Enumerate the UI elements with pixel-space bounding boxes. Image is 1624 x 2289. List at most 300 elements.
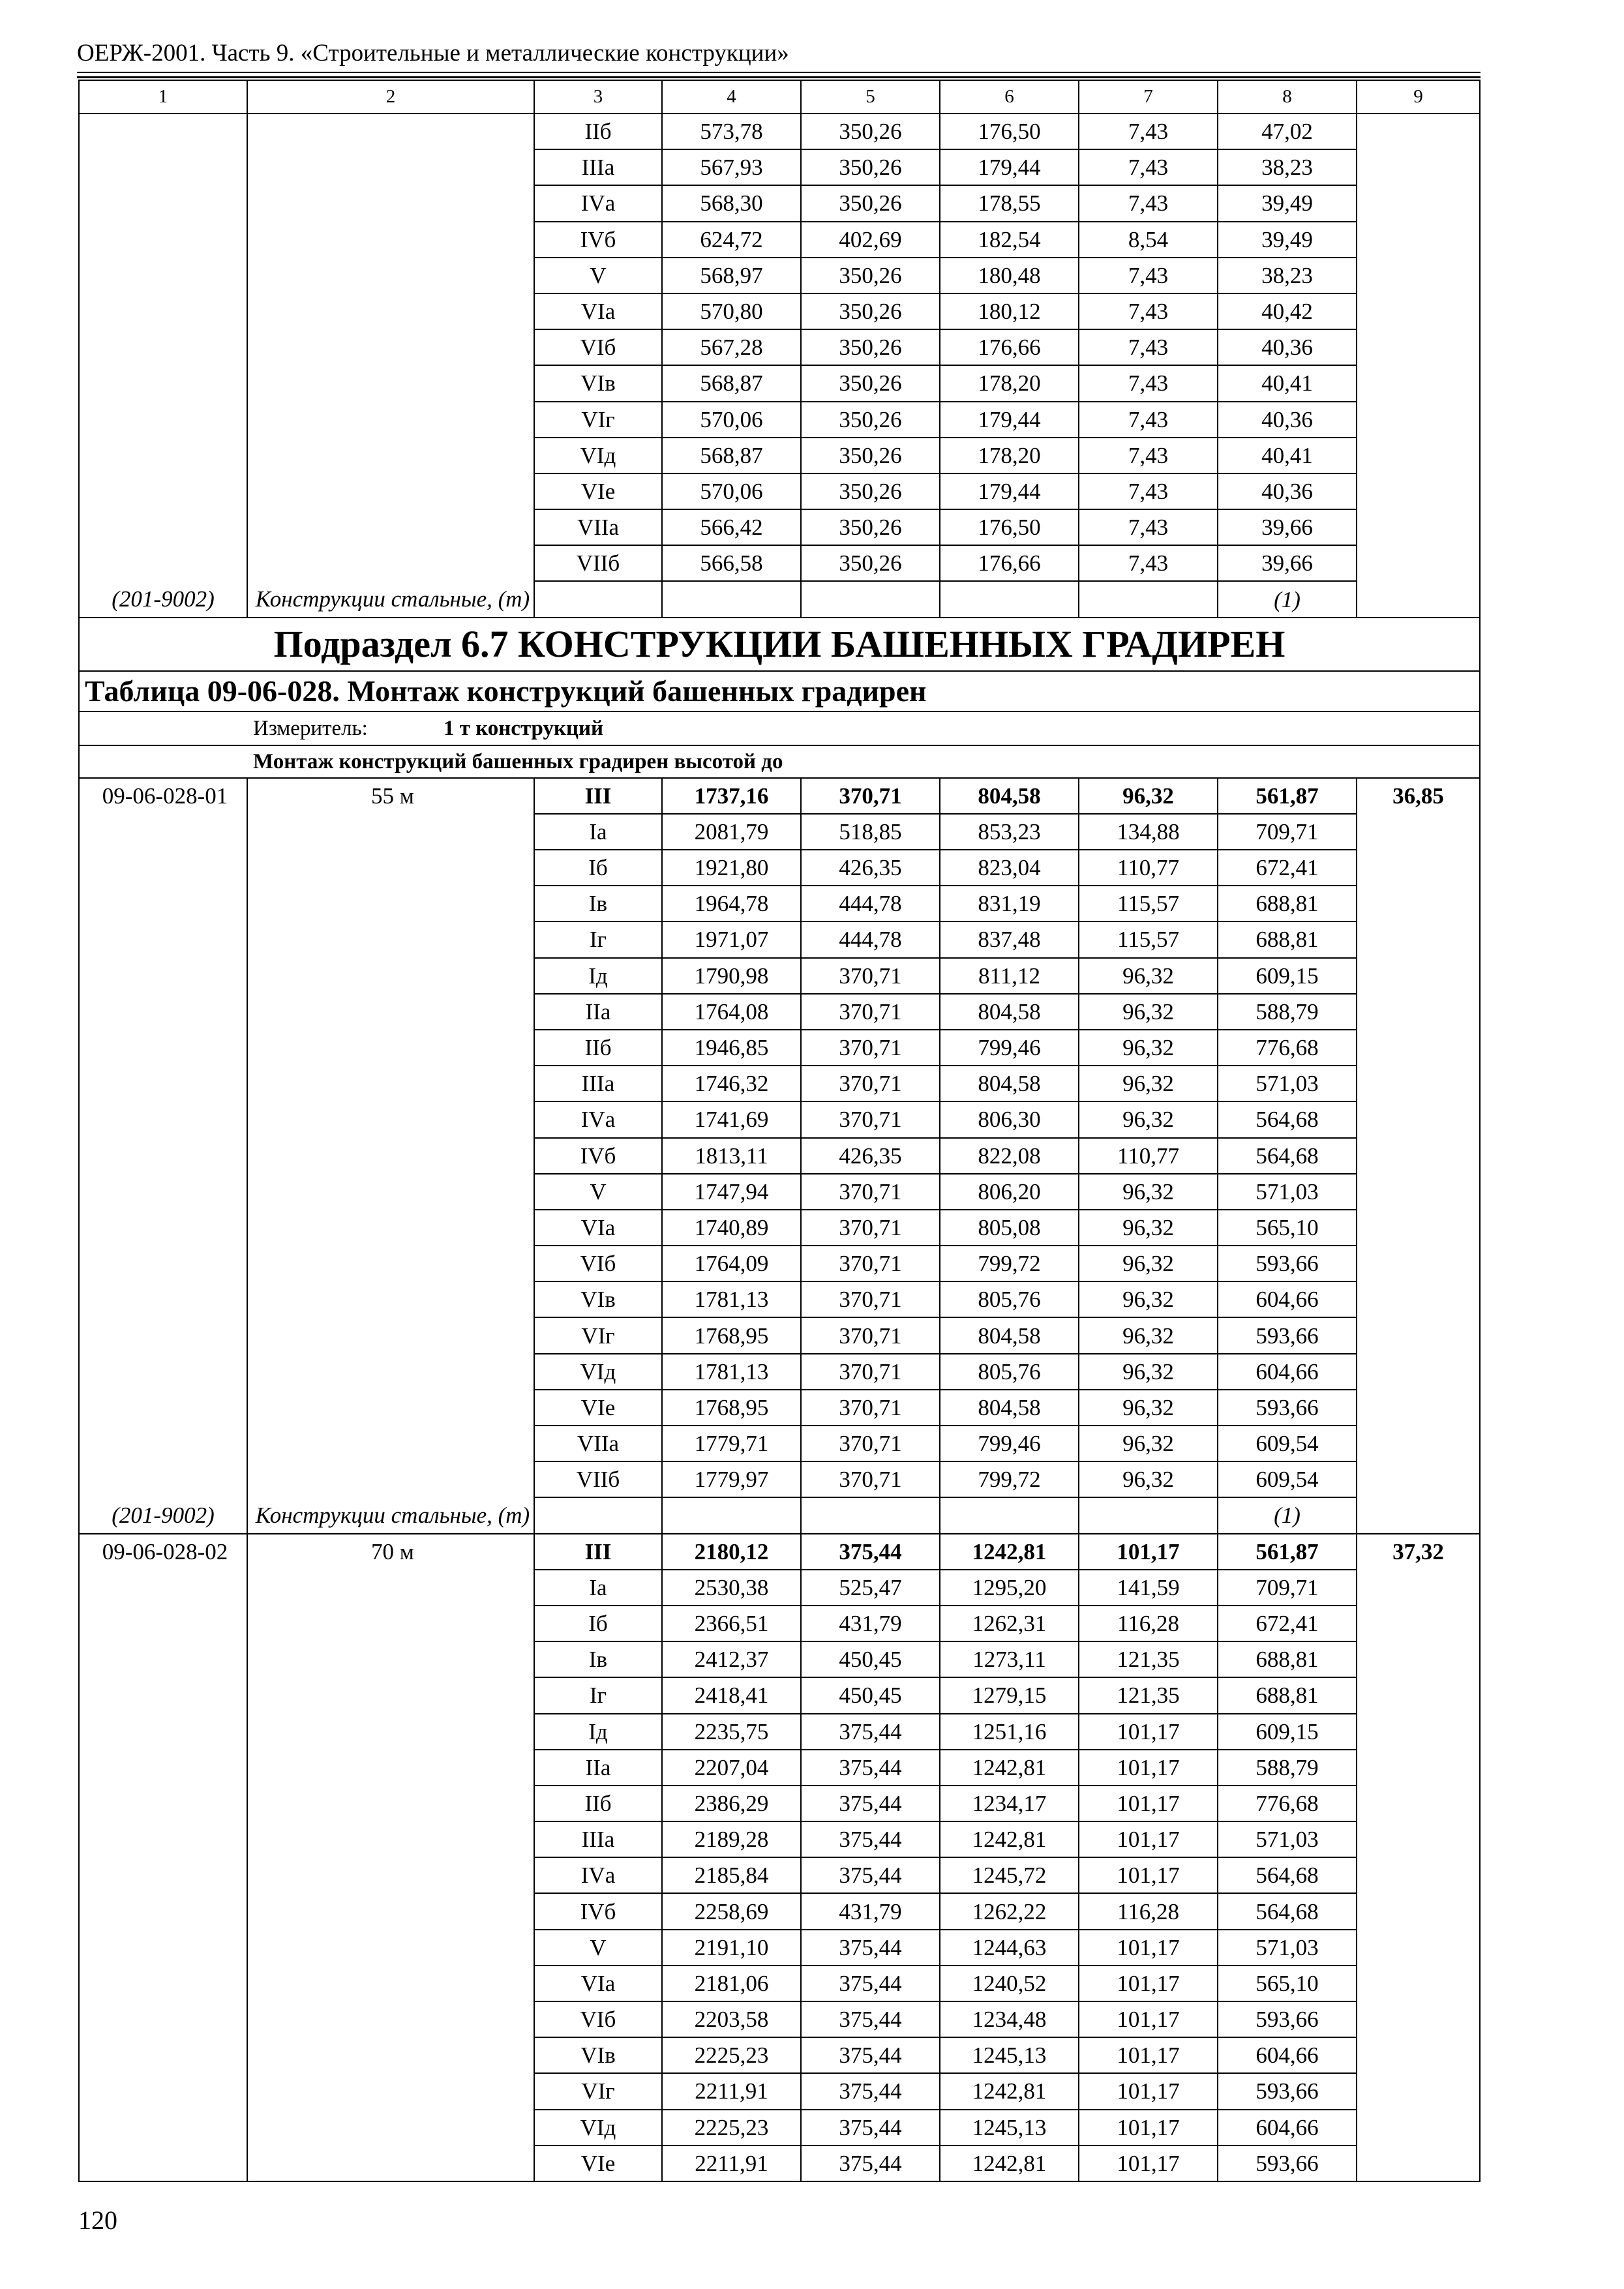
column-number: 7 (1079, 80, 1218, 113)
price-value-cell: 375,44 (801, 2073, 940, 2109)
region-zone-cell: VIб (534, 2001, 662, 2037)
price-value-cell: 370,71 (801, 1174, 940, 1210)
region-zone-cell: VIIа (534, 1426, 662, 1461)
table-row (79, 1246, 1480, 1281)
rate-code-cell (79, 1677, 247, 1713)
price-value-cell: 101,17 (1079, 2001, 1218, 2037)
price-value-cell: 565,10 (1218, 1966, 1357, 2001)
price-value-cell: 1946,85 (662, 1030, 801, 1066)
price-value-cell: 1764,09 (662, 1246, 801, 1281)
price-value-cell: 96,32 (1079, 994, 1218, 1030)
price-value-cell: 1746,32 (662, 1066, 801, 1101)
work-name-cell (247, 1570, 534, 1606)
price-value-cell: 444,78 (801, 921, 940, 957)
region-zone-cell: VIб (534, 329, 662, 365)
labor-cost-cell (1357, 473, 1480, 509)
price-value-cell: 39,49 (1218, 222, 1357, 258)
rate-code-cell (79, 1354, 247, 1390)
rate-code-cell (79, 2001, 247, 2037)
resource-code: (201-9002) (79, 1497, 247, 1533)
price-value-cell: 1245,13 (940, 2110, 1079, 2146)
price-value-cell: 370,71 (801, 1246, 940, 1281)
rate-code-cell (79, 958, 247, 994)
price-value-cell: 588,79 (1218, 994, 1357, 1030)
price-value-cell: 853,23 (940, 814, 1079, 850)
price-value-cell: 568,87 (662, 365, 801, 401)
price-value-cell: 604,66 (1218, 2037, 1357, 2073)
price-value-cell: 688,81 (1218, 886, 1357, 921)
price-value-cell: 101,17 (1079, 2146, 1218, 2181)
price-value-cell: 116,28 (1079, 1606, 1218, 1641)
empty-cell (1357, 1497, 1480, 1533)
price-value-cell: 7,43 (1079, 438, 1218, 473)
price-value-cell: 561,87 (1218, 1534, 1357, 1570)
rate-code-cell (79, 1750, 247, 1786)
rate-code-cell (79, 1174, 247, 1210)
price-value-cell: 593,66 (1218, 1246, 1357, 1281)
price-value-cell: 370,71 (801, 1426, 940, 1461)
subsection-title-row (79, 618, 1480, 671)
work-name-cell (247, 2001, 534, 2037)
labor-cost-cell (1357, 545, 1480, 581)
table-row (79, 1390, 1480, 1426)
price-value-cell: 2258,69 (662, 1893, 801, 1929)
price-value-cell: 805,08 (940, 1210, 1079, 1246)
price-value-cell: 609,15 (1218, 1714, 1357, 1750)
price-value-cell: 402,69 (801, 222, 940, 258)
price-value-cell: 1295,20 (940, 1570, 1079, 1606)
table-row (79, 293, 1480, 329)
price-value-cell: 375,44 (801, 2146, 940, 2181)
table-row (79, 1570, 1480, 1606)
table-row (79, 1461, 1480, 1497)
resource-name: Конструкции стальные, (т) (247, 581, 534, 617)
header-rule-double (77, 76, 1481, 78)
rate-code-cell (79, 1101, 247, 1137)
work-name-cell (247, 1030, 534, 1066)
price-value-cell: 96,32 (1079, 1210, 1218, 1246)
price-value-cell: 375,44 (801, 1714, 940, 1750)
work-name-cell (247, 958, 534, 994)
labor-cost-cell (1357, 1101, 1480, 1137)
work-name-cell (247, 1857, 534, 1893)
price-value-cell: 431,79 (801, 1893, 940, 1929)
price-value-cell: 96,32 (1079, 1317, 1218, 1353)
rate-code-cell (79, 402, 247, 438)
labor-cost-cell (1357, 1066, 1480, 1101)
rate-code-cell (79, 1857, 247, 1893)
price-value-cell: 2211,91 (662, 2146, 801, 2181)
price-value-cell: 568,87 (662, 438, 801, 473)
resource-row (79, 1497, 1480, 1533)
work-name-cell: 70 м (247, 1534, 534, 1570)
labor-cost-cell (1357, 1930, 1480, 1966)
work-name-cell (247, 1750, 534, 1786)
work-name-cell (247, 293, 534, 329)
price-value-cell: 567,93 (662, 149, 801, 185)
price-value-cell: 101,17 (1079, 2073, 1218, 2109)
price-value-cell: 799,72 (940, 1246, 1079, 1281)
labor-cost-cell (1357, 185, 1480, 221)
price-value-cell: 375,44 (801, 1930, 940, 1966)
price-value-cell: 96,32 (1079, 1426, 1218, 1461)
labor-cost-cell (1357, 1317, 1480, 1353)
empty-cell (801, 581, 940, 617)
region-zone-cell: Iд (534, 1714, 662, 1750)
work-name-cell (247, 1101, 534, 1137)
rate-code-cell (79, 1714, 247, 1750)
price-value-cell: 1234,17 (940, 1786, 1079, 1821)
labor-cost-cell (1357, 1461, 1480, 1497)
price-value-cell: 593,66 (1218, 1390, 1357, 1426)
price-value-cell: 350,26 (801, 258, 940, 293)
price-value-cell: 561,87 (1218, 778, 1357, 814)
table-row (79, 814, 1480, 850)
rate-code-cell (79, 1066, 247, 1101)
table-row (79, 1210, 1480, 1246)
price-value-cell: 39,49 (1218, 185, 1357, 221)
work-name-cell (247, 438, 534, 473)
price-value-cell: 178,20 (940, 365, 1079, 401)
price-value-cell: 179,44 (940, 149, 1079, 185)
region-zone-cell: IIIа (534, 1821, 662, 1857)
price-value-cell: 837,48 (940, 921, 1079, 957)
work-name-cell: 55 м (247, 778, 534, 814)
labor-cost-cell (1357, 886, 1480, 921)
labor-cost-cell (1357, 1354, 1480, 1390)
labor-cost-cell (1357, 329, 1480, 365)
rate-code-cell (79, 473, 247, 509)
price-value-cell: 588,79 (1218, 1750, 1357, 1786)
price-value-cell: 709,71 (1218, 1570, 1357, 1606)
work-name-cell (247, 113, 534, 149)
price-value-cell: 567,28 (662, 329, 801, 365)
price-value-cell: 40,41 (1218, 438, 1357, 473)
rate-code-cell (79, 1426, 247, 1461)
rate-code-cell (79, 365, 247, 401)
price-value-cell: 350,26 (801, 149, 940, 185)
price-value-cell: 350,26 (801, 293, 940, 329)
price-value-cell: 776,68 (1218, 1786, 1357, 1821)
price-value-cell: 799,72 (940, 1461, 1079, 1497)
table-row (79, 329, 1480, 365)
rate-code-cell (79, 222, 247, 258)
price-value-cell: 2211,91 (662, 2073, 801, 2109)
empty-cell (1079, 1497, 1218, 1533)
rate-code-cell: 09-06-028-02 (79, 1534, 247, 1570)
work-name-cell (247, 2110, 534, 2146)
price-value-cell: 39,66 (1218, 545, 1357, 581)
price-value-cell: 40,36 (1218, 473, 1357, 509)
price-value-cell: 604,66 (1218, 2110, 1357, 2146)
work-name-cell (247, 1426, 534, 1461)
labor-cost-cell (1357, 1606, 1480, 1641)
table-row (79, 1821, 1480, 1857)
price-value-cell: 805,76 (940, 1281, 1079, 1317)
region-zone-cell: IVа (534, 185, 662, 221)
region-zone-cell: IVб (534, 1138, 662, 1174)
labor-cost-cell: 37,32 (1357, 1534, 1480, 1570)
labor-cost-cell (1357, 509, 1480, 545)
region-zone-cell: VIIб (534, 1461, 662, 1497)
work-name-cell (247, 545, 534, 581)
measure-value: 1 т конструкций (444, 716, 604, 740)
price-value-cell: 1921,80 (662, 850, 801, 886)
work-name-cell (247, 1893, 534, 1929)
price-value-cell: 1279,15 (940, 1677, 1079, 1713)
price-value-cell: 1764,08 (662, 994, 801, 1030)
region-zone-cell: IVб (534, 1893, 662, 1929)
rate-code-cell (79, 1606, 247, 1641)
table-row (79, 438, 1480, 473)
price-value-cell: 2189,28 (662, 1821, 801, 1857)
price-value-cell: 1251,16 (940, 1714, 1079, 1750)
region-zone-cell: VIг (534, 1317, 662, 1353)
labor-cost-cell (1357, 1210, 1480, 1246)
table-row (79, 222, 1480, 258)
price-value-cell: 2386,29 (662, 1786, 801, 1821)
labor-cost-cell (1357, 2073, 1480, 2109)
price-value-cell: 101,17 (1079, 1750, 1218, 1786)
price-value-cell: 375,44 (801, 2037, 940, 2073)
price-value-cell: 101,17 (1079, 2110, 1218, 2146)
price-value-cell: 7,43 (1079, 545, 1218, 581)
work-name-cell (247, 222, 534, 258)
column-number-row (79, 80, 1480, 113)
price-value-cell: 96,32 (1079, 1030, 1218, 1066)
price-value-cell: 1242,81 (940, 1750, 1079, 1786)
region-zone-cell: VIд (534, 438, 662, 473)
column-number: 6 (940, 80, 1079, 113)
price-value-cell: 823,04 (940, 850, 1079, 886)
price-value-cell: 7,43 (1079, 113, 1218, 149)
price-value-cell: 604,66 (1218, 1281, 1357, 1317)
price-value-cell: 178,55 (940, 185, 1079, 221)
table-row (79, 1174, 1480, 1210)
price-value-cell: 110,77 (1079, 1138, 1218, 1174)
price-value-cell: 709,71 (1218, 814, 1357, 850)
work-name-cell (247, 1714, 534, 1750)
table-row (79, 509, 1480, 545)
region-zone-cell: VIIб (534, 545, 662, 581)
price-value-cell: 593,66 (1218, 2146, 1357, 2181)
labor-cost-cell (1357, 1966, 1480, 2001)
table-row (79, 1066, 1480, 1101)
price-value-cell: 178,20 (940, 438, 1079, 473)
rate-code-cell (79, 293, 247, 329)
price-value-cell: 1964,78 (662, 886, 801, 921)
rate-code-cell (79, 2037, 247, 2073)
price-value-cell: 804,58 (940, 994, 1079, 1030)
table-row (79, 113, 1480, 149)
labor-cost-cell (1357, 2001, 1480, 2037)
price-value-cell: 811,12 (940, 958, 1079, 994)
rate-code-cell (79, 545, 247, 581)
price-value-cell: 804,58 (940, 778, 1079, 814)
rate-code-cell (79, 1641, 247, 1677)
work-name-cell (247, 2037, 534, 2073)
price-value-cell: 1741,69 (662, 1101, 801, 1137)
price-value-cell: 1779,71 (662, 1426, 801, 1461)
price-value-cell: 1245,72 (940, 1857, 1079, 1893)
price-value-cell: 115,57 (1079, 921, 1218, 957)
column-number: 1 (79, 80, 247, 113)
labor-cost-cell (1357, 994, 1480, 1030)
table-row (79, 994, 1480, 1030)
price-value-cell: 375,44 (801, 1750, 940, 1786)
price-value-cell: 1245,13 (940, 2037, 1079, 2073)
table-row (79, 473, 1480, 509)
labor-cost-cell (1357, 365, 1480, 401)
work-name-cell (247, 921, 534, 957)
region-zone-cell: IIIа (534, 1066, 662, 1101)
price-value-cell: 444,78 (801, 886, 940, 921)
price-value-cell: 350,26 (801, 509, 940, 545)
price-value-cell: 2191,10 (662, 1930, 801, 1966)
price-value-cell: 7,43 (1079, 365, 1218, 401)
empty-cell (1079, 581, 1218, 617)
price-value-cell: 7,43 (1079, 473, 1218, 509)
work-name-cell (247, 509, 534, 545)
table-row (79, 1641, 1480, 1677)
price-value-cell: 370,71 (801, 778, 940, 814)
rate-code-cell (79, 1390, 247, 1426)
table-row (79, 2073, 1480, 2109)
table-row (79, 1857, 1480, 1893)
labor-cost-cell (1357, 1138, 1480, 1174)
labor-cost-cell (1357, 921, 1480, 957)
price-value-cell: 7,43 (1079, 509, 1218, 545)
resource-row (79, 581, 1480, 617)
price-value-cell: 180,12 (940, 293, 1079, 329)
table-row (79, 1281, 1480, 1317)
table-row (79, 1930, 1480, 1966)
rate-code-cell (79, 921, 247, 957)
resource-code: (201-9002) (79, 581, 247, 617)
price-value-cell: 431,79 (801, 1606, 940, 1641)
price-value-cell: 804,58 (940, 1066, 1079, 1101)
price-value-cell: 176,50 (940, 509, 1079, 545)
rate-code-cell (79, 258, 247, 293)
price-value-cell: 96,32 (1079, 1354, 1218, 1390)
price-value-cell: 776,68 (1218, 1030, 1357, 1066)
region-zone-cell: VIг (534, 2073, 662, 2109)
labor-cost-cell (1357, 958, 1480, 994)
region-zone-cell: Iв (534, 886, 662, 921)
price-value-cell: 115,57 (1079, 886, 1218, 921)
price-value-cell: 1747,94 (662, 1174, 801, 1210)
table-title-row (79, 671, 1480, 711)
price-value-cell: 822,08 (940, 1138, 1079, 1174)
empty-cell (534, 1497, 662, 1533)
price-value-cell: 350,26 (801, 329, 940, 365)
price-value-cell: 2530,38 (662, 1570, 801, 1606)
price-value-cell: 672,41 (1218, 850, 1357, 886)
table-row (79, 365, 1480, 401)
price-value-cell: 101,17 (1079, 1966, 1218, 2001)
region-zone-cell: VIв (534, 2037, 662, 2073)
price-value-cell: 101,17 (1079, 2037, 1218, 2073)
work-name-cell (247, 1786, 534, 1821)
table-row (79, 1750, 1480, 1786)
price-value-cell: 7,43 (1079, 185, 1218, 221)
price-value-cell: 370,71 (801, 1101, 940, 1137)
price-value-cell: 40,41 (1218, 365, 1357, 401)
price-value-cell: 1781,13 (662, 1281, 801, 1317)
work-name-cell (247, 2073, 534, 2109)
price-value-cell: 7,43 (1079, 149, 1218, 185)
table-row (79, 921, 1480, 957)
price-value-cell: 799,46 (940, 1030, 1079, 1066)
price-value-cell: 350,26 (801, 185, 940, 221)
price-value-cell: 564,68 (1218, 1857, 1357, 1893)
price-value-cell: 176,50 (940, 113, 1079, 149)
table-row (79, 1317, 1480, 1353)
region-zone-cell: IVа (534, 1857, 662, 1893)
labor-cost-cell (1357, 2146, 1480, 2181)
empty-cell (940, 1497, 1079, 1533)
price-value-cell: 2180,12 (662, 1534, 801, 1570)
price-value-cell: 375,44 (801, 1966, 940, 2001)
rate-code-cell (79, 509, 247, 545)
work-name-cell (247, 258, 534, 293)
rate-code-cell (79, 113, 247, 149)
region-zone-cell: Iб (534, 850, 662, 886)
price-value-cell: 2412,37 (662, 1641, 801, 1677)
price-value-cell: 565,10 (1218, 1210, 1357, 1246)
price-value-cell: 1768,95 (662, 1390, 801, 1426)
price-value-cell: 39,66 (1218, 509, 1357, 545)
column-number: 4 (662, 80, 801, 113)
price-value-cell: 609,54 (1218, 1426, 1357, 1461)
region-zone-cell: VIг (534, 402, 662, 438)
rates-table (78, 80, 1481, 2182)
labor-cost-cell (1357, 222, 1480, 258)
price-value-cell: 8,54 (1079, 222, 1218, 258)
region-zone-cell: VIд (534, 2110, 662, 2146)
price-value-cell: 1234,48 (940, 2001, 1079, 2037)
table-row (79, 850, 1480, 886)
work-name-cell (247, 1174, 534, 1210)
price-value-cell: 96,32 (1079, 1174, 1218, 1210)
work-name-cell (247, 1930, 534, 1966)
price-value-cell: 571,03 (1218, 1174, 1357, 1210)
empty-cell (662, 581, 801, 617)
price-value-cell: 350,26 (801, 402, 940, 438)
labor-cost-cell (1357, 293, 1480, 329)
price-value-cell: 370,71 (801, 1281, 940, 1317)
table-row (79, 1426, 1480, 1461)
labor-cost-cell (1357, 1786, 1480, 1821)
price-value-cell: 564,68 (1218, 1138, 1357, 1174)
table-row (79, 886, 1480, 921)
labor-cost-cell (1357, 149, 1480, 185)
region-zone-cell: III (534, 1534, 662, 1570)
region-zone-cell: Iг (534, 1677, 662, 1713)
price-value-cell: 1262,31 (940, 1606, 1079, 1641)
price-value-cell: 370,71 (801, 1210, 940, 1246)
region-zone-cell: V (534, 1174, 662, 1210)
labor-cost-cell (1357, 1390, 1480, 1426)
table-row (79, 1138, 1480, 1174)
price-value-cell: 370,71 (801, 1030, 940, 1066)
price-value-cell: 7,43 (1079, 293, 1218, 329)
column-number: 9 (1357, 80, 1480, 113)
price-value-cell: 2203,58 (662, 2001, 801, 2037)
table-row (79, 2001, 1480, 2037)
rate-code-cell (79, 1030, 247, 1066)
price-value-cell: 375,44 (801, 1857, 940, 1893)
